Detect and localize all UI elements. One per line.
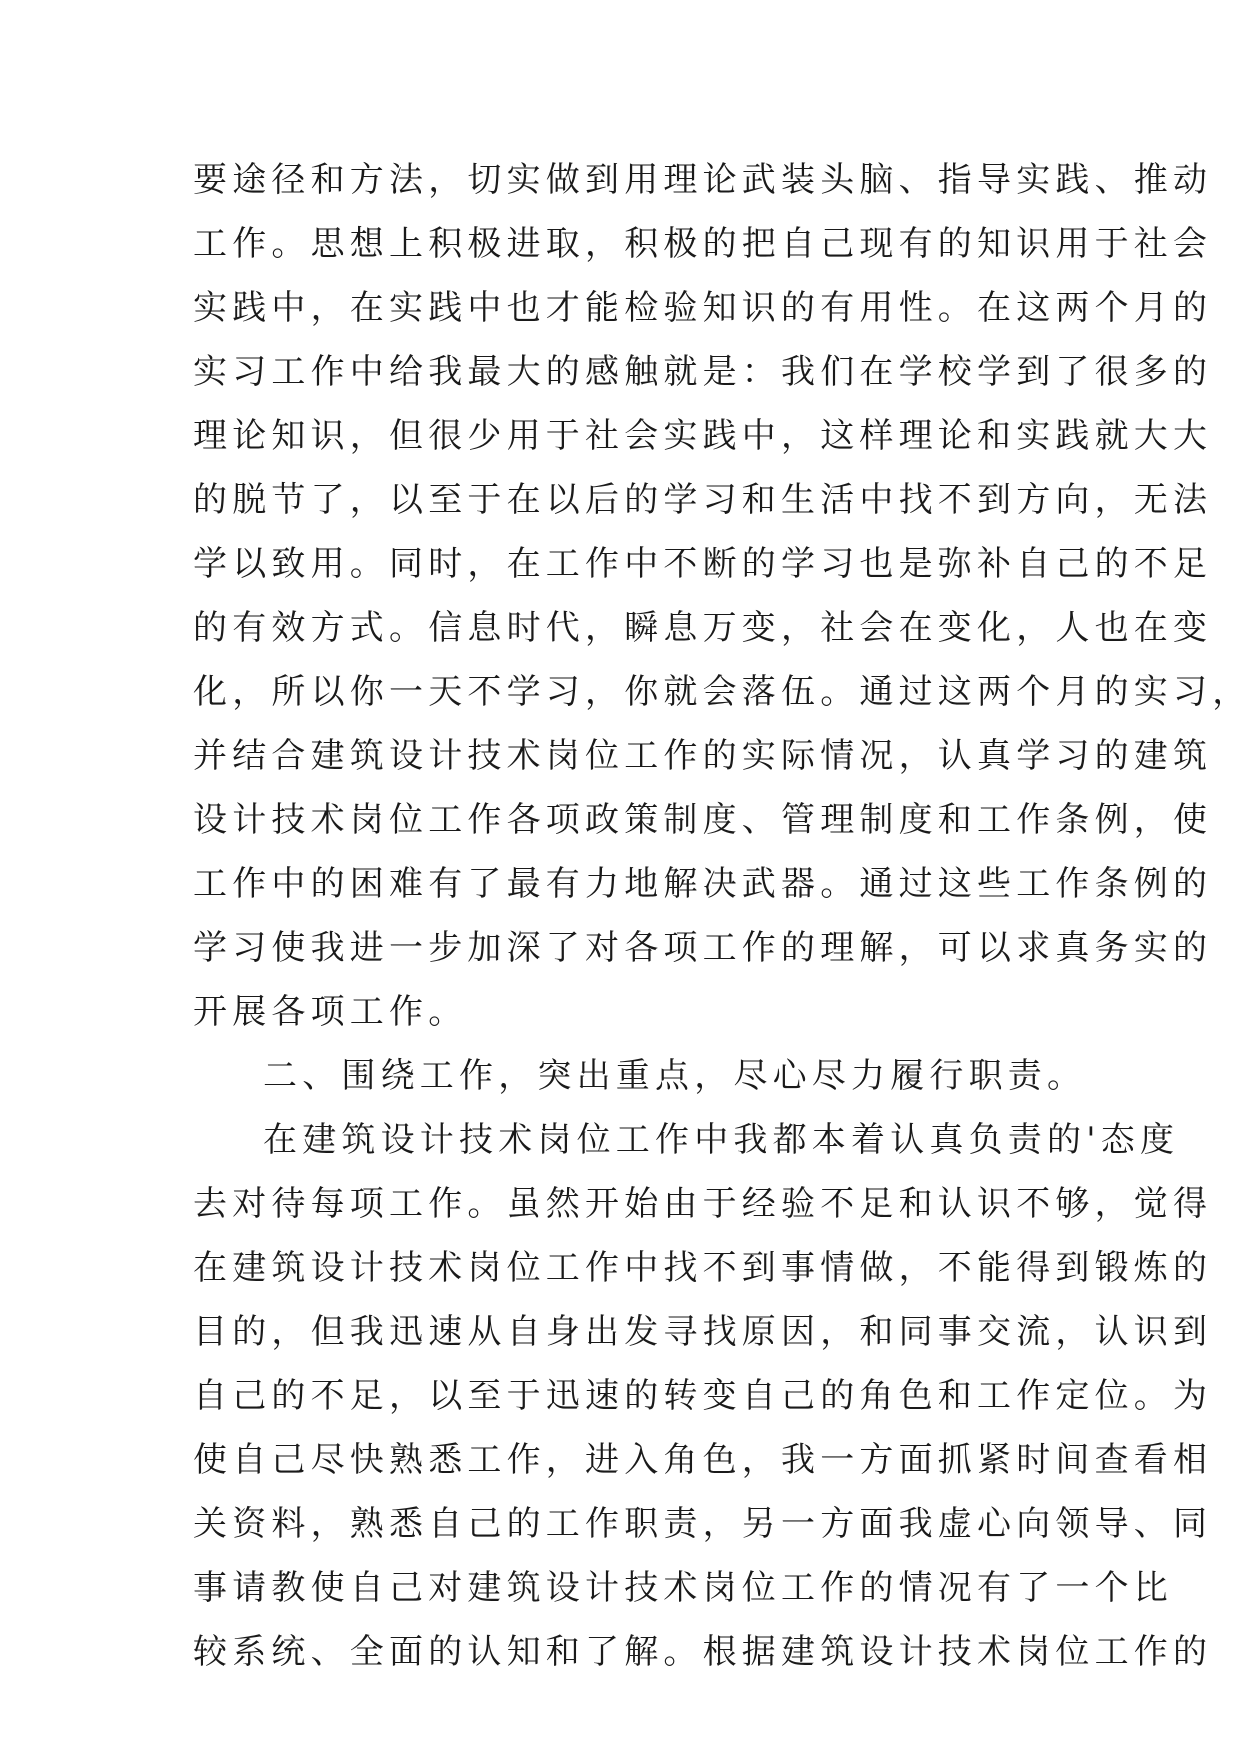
text-line: 化，所以你一天不学习，你就会落伍。通过这两个月的实习， (193, 672, 1251, 712)
section-heading: 二、围绕工作，突出重点，尽心尽力履行职责。 (263, 1056, 1087, 1096)
text-line: 自己的不足，以至于迅速的转变自己的角色和工作定位。为 (193, 1376, 1213, 1416)
document-body (193, 148, 1251, 1684)
text-line: 使自己尽快熟悉工作，进入角色，我一方面抓紧时间查看相 (193, 1440, 1213, 1480)
text-line: 实践中，在实践中也才能检验知识的有用性。在这两个月的 (193, 288, 1213, 328)
text-line: 设计技术岗位工作各项政策制度、管理制度和工作条例，使 (193, 800, 1213, 840)
text-line: 并结合建筑设计技术岗位工作的实际情况，认真学习的建筑 (193, 736, 1213, 776)
text-line: 工作中的困难有了最有力地解决武器。通过这些工作条例的 (193, 864, 1213, 904)
text-line: 开展各项工作。 (193, 992, 468, 1032)
text-line: 的脱节了，以至于在以后的学习和生活中找不到方向，无法 (193, 480, 1213, 520)
paragraph-first-line: 在建筑设计技术岗位工作中我都本着认真负责的'态度 (263, 1120, 1180, 1160)
text-line: 目的，但我迅速从自身出发寻找原因，和同事交流，认识到 (193, 1312, 1213, 1352)
text-line: 实习工作中给我最大的感触就是：我们在学校学到了很多的 (193, 352, 1213, 392)
text-line: 学习使我进一步加深了对各项工作的理解，可以求真务实的 (193, 928, 1213, 968)
text-line: 要途径和方法，切实做到用理论武装头脑、指导实践、推动 (193, 160, 1213, 200)
text-line: 的有效方式。信息时代，瞬息万变，社会在变化，人也在变 (193, 608, 1213, 648)
text-line: 学以致用。同时，在工作中不断的学习也是弥补自己的不足 (193, 544, 1213, 584)
text-line: 较系统、全面的认知和了解。根据建筑设计技术岗位工作的 (193, 1632, 1213, 1672)
text-line: 在建筑设计技术岗位工作中找不到事情做，不能得到锻炼的 (193, 1248, 1213, 1288)
text-line: 工作。思想上积极进取，积极的把自己现有的知识用于社会 (193, 224, 1213, 264)
text-line: 理论知识，但很少用于社会实践中，这样理论和实践就大大 (193, 416, 1213, 456)
text-line: 事请教使自己对建筑设计技术岗位工作的情况有了一个比 (193, 1568, 1173, 1608)
text-line: 关资料，熟悉自己的工作职责，另一方面我虚心向领导、同 (193, 1504, 1213, 1544)
text-line: 去对待每项工作。虽然开始由于经验不足和认识不够，觉得 (193, 1184, 1213, 1224)
